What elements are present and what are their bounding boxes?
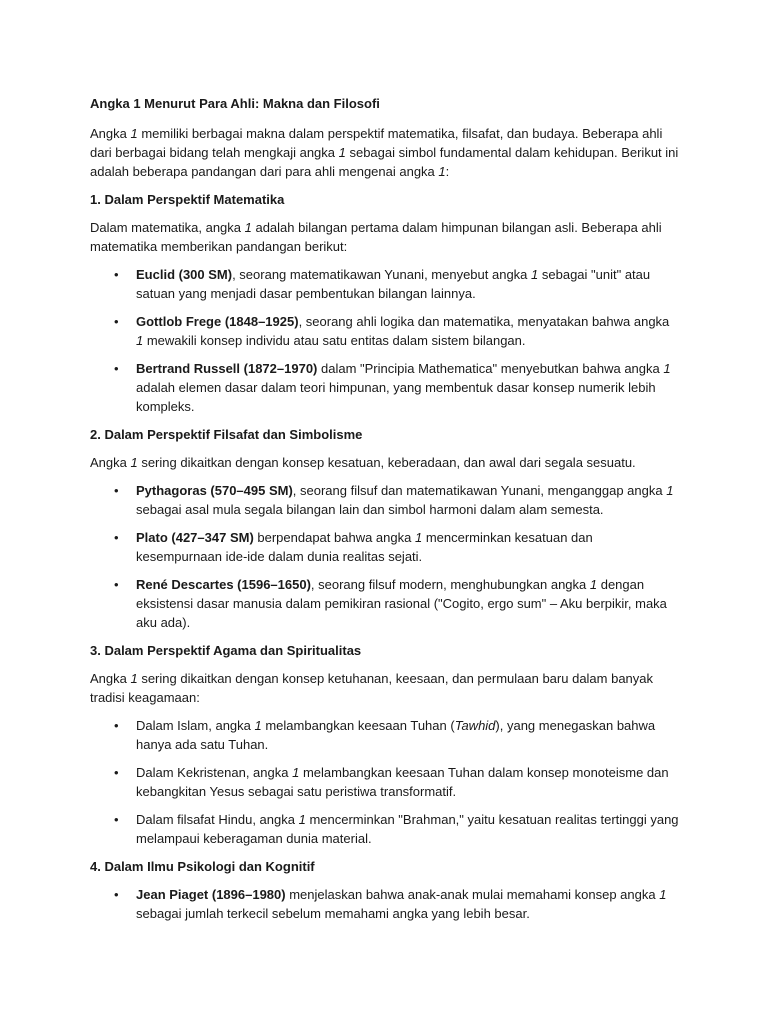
text-run: sebagai asal mula segala bilangan lain dan simbol harmoni dalam alam semesta.	[136, 502, 604, 517]
list-item	[90, 716, 680, 754]
expert-name: René Descartes (1596–1650)	[136, 577, 311, 592]
bullet-icon: •	[114, 812, 119, 827]
text-run: adalah bilangan pertama dalam himpunan bilangan asli. Beberapa ahli matematika memberikan pandangan berikut:	[90, 220, 662, 254]
text-run: melambangkan keesaan Tuhan (	[261, 718, 455, 733]
document-title: Angka 1 Menurut Para Ahli: Makna dan Filosofi	[90, 96, 380, 111]
text-run: sebagai simbol fundamental dalam kehidupan. Berikut ini adalah beberapa pandangan dari para ahli mengenai angka	[90, 145, 679, 179]
expert-name: Pythagoras (570–495 SM)	[136, 483, 293, 498]
text-run: dalam "Principia Mathematica" menyebutkan bahwa angka	[317, 361, 664, 376]
tawhid-term: Tawhid	[454, 718, 496, 733]
text-run: dengan eksistensi dasar manusia dalam pemikiran rasional ("Cogito, ergo sum" – Aku berpikir, maka aku ada).	[136, 577, 667, 630]
number-one: 1	[254, 718, 262, 733]
text-run: sering dikaitkan dengan konsep ketuhanan, keesaan, dan permulaan baru dalam banyak tradisi keagamaan:	[90, 671, 654, 705]
list-item	[90, 810, 680, 848]
bullet-icon: •	[114, 314, 119, 329]
text-run: menjelaskan bahwa anak-anak mulai memahami konsep angka	[285, 887, 660, 902]
bullet-icon: •	[114, 483, 119, 498]
expert-name: Plato (427–347 SM)	[136, 530, 254, 545]
expert-name: Bertrand Russell (1872–1970)	[136, 361, 318, 376]
text-run: memiliki berbagai makna dalam perspektif matematika, filsafat, dan budaya. Beberapa ahli dari berbagai bidang telah mengkaji angka	[90, 126, 663, 160]
number-one: 1	[136, 333, 144, 348]
list-item	[90, 359, 680, 416]
bullet-list-religion	[90, 716, 680, 848]
expert-name: Euclid (300 SM)	[136, 267, 233, 282]
expert-name: Jean Piaget (1896–1980)	[136, 887, 286, 902]
list-item	[90, 763, 680, 801]
text-run: :	[445, 164, 450, 179]
text-run: mencerminkan "Brahman," yaitu kesatuan realitas tertinggi yang melampaui keberagaman dunia material.	[136, 812, 679, 846]
number-one: 1	[589, 577, 598, 592]
bullet-list-math	[90, 265, 680, 416]
section-heading-philosophy: 2. Dalam Perspektif Filsafat dan Simbolisme	[90, 427, 363, 442]
text-run: , seorang filsuf dan matematikawan Yunani, menganggap angka	[292, 483, 667, 498]
text-run: sebagai "unit" atau satuan yang menjadi dasar pembentukan bilangan lainnya.	[136, 267, 651, 301]
expert-name: Gottlob Frege (1848–1925)	[136, 314, 299, 329]
text-run: mencerminkan kesatuan dan kesempurnaan ide-ide dalam dunia realitas sejati.	[136, 530, 593, 564]
list-item	[90, 528, 680, 566]
section-heading-psychology: 4. Dalam Ilmu Psikologi dan Kognitif	[90, 859, 315, 874]
bullet-icon: •	[114, 577, 119, 592]
text-run: Dalam matematika, angka	[90, 220, 245, 235]
list-item	[90, 481, 680, 519]
bullet-icon: •	[114, 530, 119, 545]
number-one: 1	[338, 145, 346, 160]
bullet-icon: •	[114, 361, 119, 376]
intro-paragraph	[90, 124, 680, 181]
number-one: 1	[666, 483, 674, 498]
number-one: 1	[531, 267, 539, 282]
number-one: 1	[298, 812, 306, 827]
section-intro-math	[90, 218, 680, 256]
number-one: 1	[130, 455, 138, 470]
number-one: 1	[292, 765, 300, 780]
text-run: , seorang filsuf modern, menghubungkan angka	[310, 577, 590, 592]
bullet-icon: •	[114, 267, 119, 282]
bullet-list-psychology	[90, 885, 680, 923]
list-item	[90, 575, 680, 632]
text-run: Dalam filsafat Hindu, angka	[136, 812, 299, 827]
text-run: adalah elemen dasar dalam teori himpunan, yang membentuk dasar konsep numerik lebih kompleks.	[136, 380, 656, 414]
number-one: 1	[130, 126, 138, 141]
number-one: 1	[244, 220, 252, 235]
number-one: 1	[659, 887, 667, 902]
text-run: Dalam Islam, angka	[136, 718, 255, 733]
bullet-icon: •	[114, 718, 119, 733]
section-intro-philosophy	[90, 453, 680, 472]
text-run: , seorang matematikawan Yunani, menyebut angka	[232, 267, 532, 282]
text-run: berpendapat bahwa angka	[253, 530, 415, 545]
text-run: sebagai jumlah terkecil sebelum memahami angka yang lebih besar.	[136, 906, 530, 921]
bullet-list-philosophy	[90, 481, 680, 632]
text-run: Angka	[90, 455, 131, 470]
section-heading-religion: 3. Dalam Perspektif Agama dan Spiritualitas	[90, 643, 362, 658]
section-intro-religion	[90, 669, 680, 707]
list-item	[90, 885, 680, 923]
text-run: , seorang ahli logika dan matematika, menyatakan bahwa angka	[298, 314, 670, 329]
text-run: Angka	[90, 126, 131, 141]
text-run: ), yang menegaskan bahwa hanya ada satu Tuhan.	[136, 718, 656, 752]
section-heading-math: 1. Dalam Perspektif Matematika	[90, 192, 285, 207]
list-item	[90, 265, 680, 303]
text-run: Dalam Kekristenan, angka	[136, 765, 293, 780]
number-one: 1	[663, 361, 671, 376]
text-run: Angka	[90, 671, 131, 686]
bullet-icon: •	[114, 887, 119, 902]
number-one: 1	[414, 530, 423, 545]
number-one: 1	[130, 671, 138, 686]
text-run: melambangkan keesaan Tuhan dalam konsep monoteisme dan kebangkitan Yesus sebagai satu peristiwa transformatif.	[136, 765, 669, 799]
text-run: mewakili konsep individu atau satu entitas dalam sistem bilangan.	[143, 333, 526, 348]
number-one: 1	[438, 164, 446, 179]
bullet-icon: •	[114, 765, 119, 780]
text-run: sering dikaitkan dengan konsep kesatuan, keberadaan, dan awal dari segala sesuatu.	[137, 455, 636, 470]
list-item	[90, 312, 680, 350]
